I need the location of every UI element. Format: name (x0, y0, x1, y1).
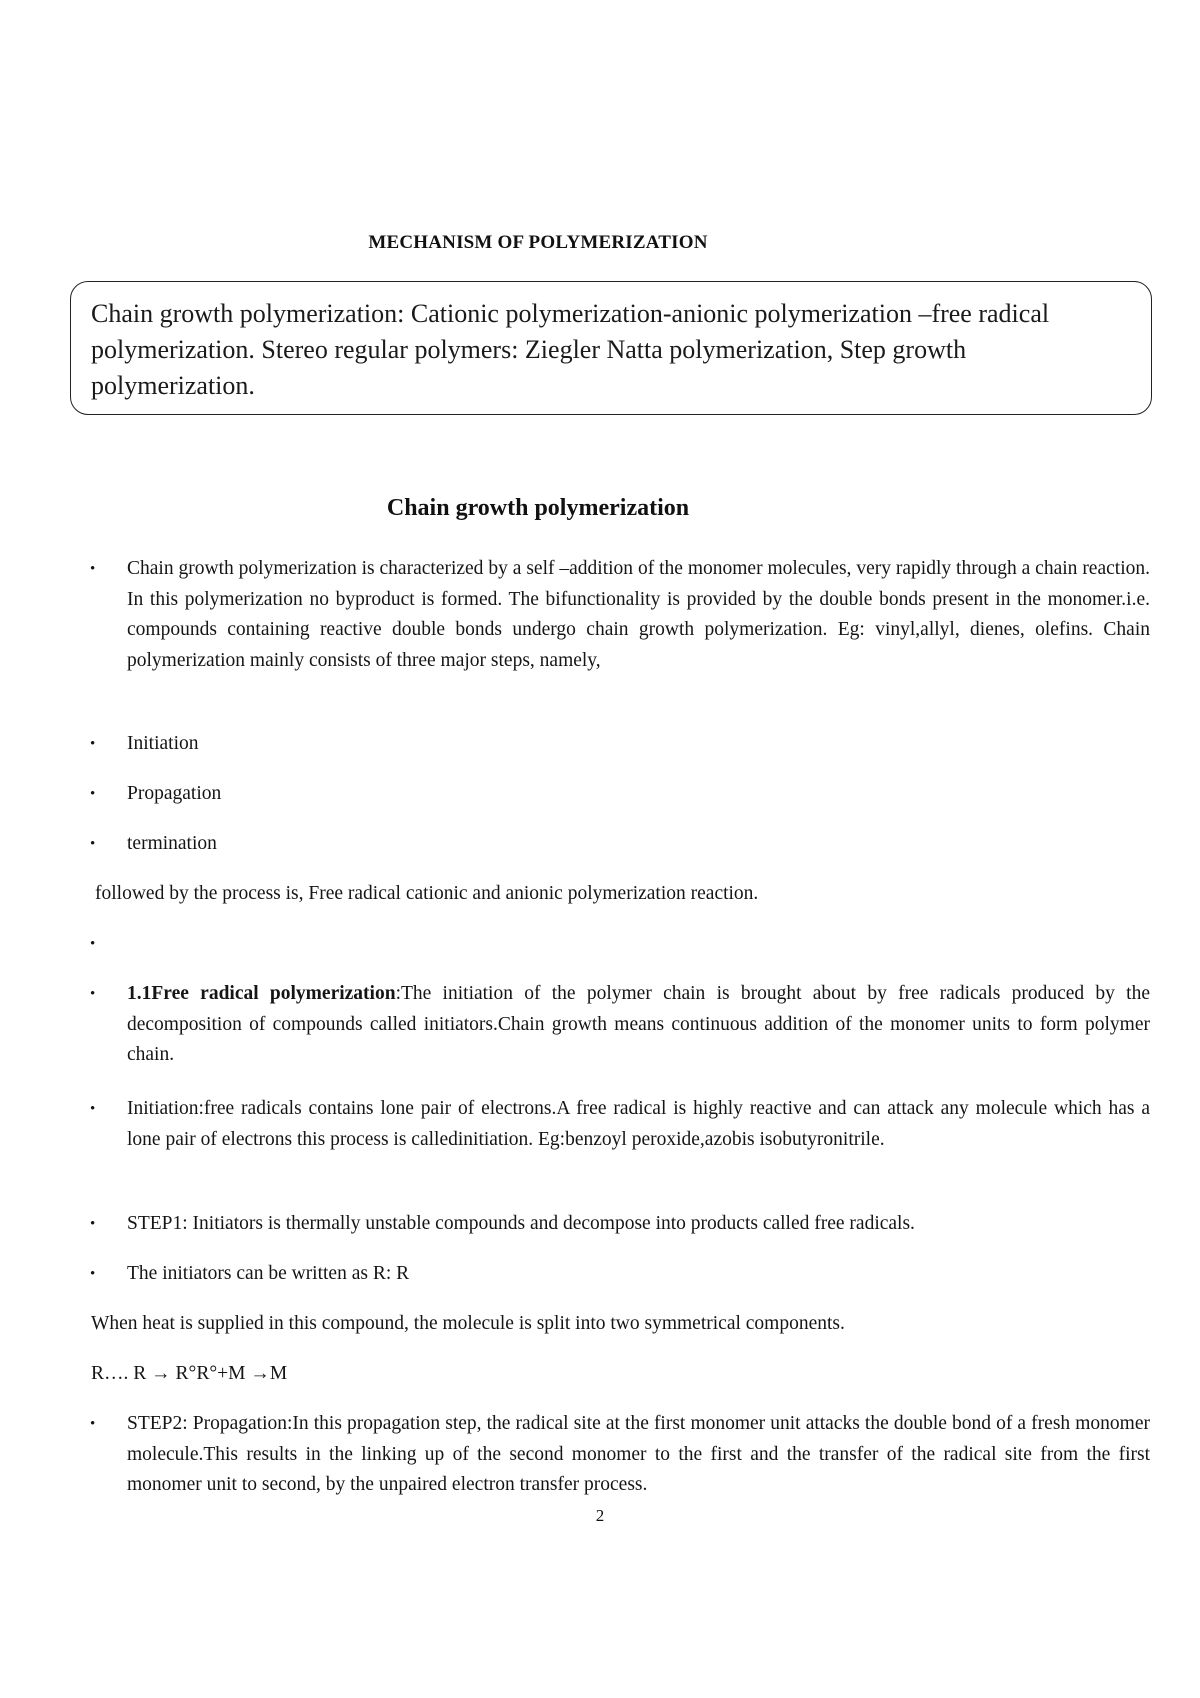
section-heading: Chain growth polymerization (386, 495, 690, 521)
free-radical-description: :The initiation of the polymer chain is brought about by free radicals produced by the decomposition of compounds called initiators.Chain growth means continuous addition of the monomer units to form polymer chain. (127, 983, 1150, 1065)
bullet-icon: • (90, 1266, 96, 1282)
paragraph-text: When heat is supplied in this compound, the molecule is split into two symmetrical components. (91, 1313, 845, 1334)
bullet-icon: • (90, 936, 96, 952)
bullet-icon: • (90, 836, 96, 852)
bullet-text: Chain growth polymerization is characterized by a self –addition of the monomer molecules, very rapidly through a chain reaction. In this polymerization no byproduct is formed. The bifunctionality is provided by the double bonds present in the monomer.i.e. compounds containing reactive double bonds undergo chain growth polymerization. Eg: vinyl,allyl, dienes, olefins. Chain polymerization mainly consists of three major steps, namely, (127, 558, 1150, 671)
bullet-icon: • (90, 1416, 96, 1432)
bullet-icon: • (90, 986, 96, 1002)
equation-text: R…. R → R°R°+M →M (91, 1363, 288, 1384)
bullet-text: STEP2: Propagation:In this propagation step, the radical site at the first monomer unit attacks the double bond of a fresh monomer molecule.This results in the linking up of the second monomer to the first and the transfer of the radical site from the first monomer unit to second, by the unpaired electron transfer process. (127, 1413, 1150, 1495)
bullet-icon: • (90, 1101, 96, 1117)
free-radical-label: 1.1Free radical polymerization (127, 983, 396, 1004)
syllabus-box: Chain growth polymerization: Cationic polymerization-anionic polymerization –free radical polymerization. Stereo regular polymers: Ziegler Natta polymerization, Step growth polymerization. (70, 281, 1152, 415)
bullet-text: STEP1: Initiators is thermally unstable compounds and decompose into products called free radicals. (127, 1213, 915, 1234)
page-title: MECHANISM OF POLYMERIZATION (368, 232, 708, 253)
bullet-text (127, 979, 1150, 1071)
page-number: 2 (595, 1506, 605, 1525)
bullet-text: Initiation:free radicals contains lone pair of electrons.A free radical is highly reactive and can attack any molecule which has a lone pair of electrons this process is calledinitiation. Eg:benzoyl peroxide,azobis isobutyronitrile. (127, 1098, 1150, 1150)
bullet-text: termination (127, 833, 217, 854)
bullet-text: The initiators can be written as R: R (127, 1263, 410, 1284)
bullet-icon: • (90, 786, 96, 802)
bullet-text: Initiation (127, 733, 199, 754)
paragraph-text: followed by the process is, Free radical cationic and anionic polymerization reaction. (95, 883, 759, 904)
bullet-icon: • (90, 736, 96, 752)
bullet-text: Propagation (127, 783, 222, 804)
bullet-icon: • (90, 561, 96, 577)
bullet-icon: • (90, 1216, 96, 1232)
